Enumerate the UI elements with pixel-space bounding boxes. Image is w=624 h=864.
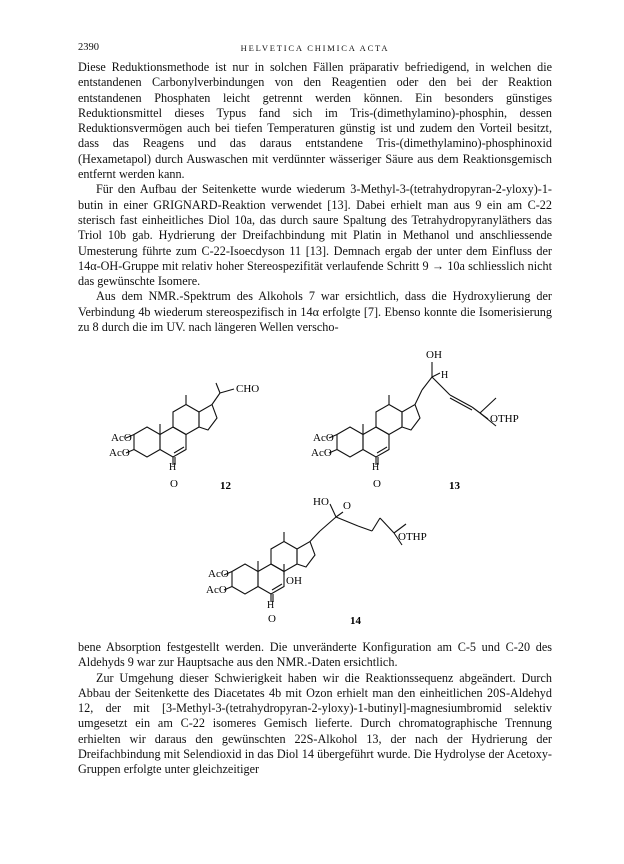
hydroxyl-label: HO: [313, 496, 329, 508]
text-block-bottom: [78, 640, 552, 778]
acetoxy-label: AcO: [206, 584, 227, 596]
h-label: H: [169, 462, 177, 473]
ketone-o-label: O: [373, 478, 381, 490]
acetoxy-label: AcO: [208, 568, 229, 580]
compound-number: 13: [449, 480, 460, 492]
page-number: 2390: [78, 42, 99, 53]
paragraph: Für den Aufbau der Seitenkette wurde wiederum 3-Methyl-3-(tetrahydropyran-2-yloxy)-1-butin in einer GRIGNARD-Reaktion verwendet [13]. Dabei erhielt man aus 9 ein am C-22 sterisch fast einheitliches Diol 10a, das durch saure Spaltung des Tetrahydropyranyläthers das Triol 10b gab. Hydrierung der Dreifachbindung mit Platin in Methanol und anschliessende Umesterung führte zum C-22-Isoecdyson 11 [13]. Demnach ergab der unter dem Einfluss der 14α-OH-Gruppe mit relativ hoher Stereospezifität verlaufende Schritt 9 → 10a schliesslich nicht das gewünschte Isomere.: [78, 182, 552, 289]
structure-14: [206, 496, 427, 627]
acetoxy-label: AcO: [311, 447, 332, 459]
acetoxy-label: AcO: [109, 447, 130, 459]
ketone-o-label: O: [268, 613, 276, 625]
compound-number: 14: [350, 615, 361, 627]
h-label: H: [372, 462, 380, 473]
acetoxy-label: AcO: [313, 432, 334, 444]
hydroxyl-label: OH: [426, 349, 442, 361]
structure-12: [109, 383, 259, 492]
oxygen-label: O: [343, 500, 351, 512]
paragraph: Aus dem NMR.-Spektrum des Alkohols 7 war ersichtlich, dass die Hydroxylierung der Verbindung 4b wiederum stereospezifisch in 14α erfolgte [7]. Ebenso konnte die Isomerisierung zu 8 durch die im UV. nach längeren Wellen verscho-: [78, 289, 552, 335]
aldehyde-label: CHO: [236, 383, 260, 395]
paragraph: bene Absorption festgestellt werden. Die unveränderte Konfiguration am C-5 und C-20 des Aldehyds 9 war zur Hauptsache aus den NMR.-Daten ersichtlich.: [78, 640, 552, 670]
hydroxyl-label: OH: [286, 575, 302, 587]
acetoxy-label: AcO: [111, 432, 132, 444]
paragraph: Diese Reduktionsmethode ist nur in solchen Fällen präparativ befriedigend, in welchen die entstandenen Carbonylverbindungen von den Reagentien oder den bei der Reaktion entstandenen Phosphaten leicht getrennt werden können. Ein besonders günstiges Reduktionsmittel dieses Typus fand sich im Tris-(dimethylamino)-phosphin, dessen Reduktionsvermögen auch bei tiefen Temperaturen günstig ist und zudem den Vorteil besitzt, dass das Reagens und das daraus entstandene Tris-(dimethylamino)-phosphinoxid (Hexametapol) durch Auswaschen mit verdünnter wässeriger Säure aus dem Reaktionsgemisch entfernt werden kann.: [78, 60, 552, 182]
journal-title: HELVETICA CHIMICA ACTA: [240, 43, 390, 53]
paragraph: Zur Umgehung dieser Schwierigkeit haben wir die Reaktionssequenz abgeändert. Durch Abbau der Seitenkette des Diacetates 4b mit Ozon erhielt man den einheitlichen 20S-Aldehyd 12, der mit [3-Methyl-3-(tetrahydropyran-2-yloxy)-1-butinyl]-magnesiumbromid selektiv umgesetzt ein am C-22 isomeres Gemisch lieferte. Durch chromatographische Trennung erhielten wir daraus den gewünschten 22S-Alkohol 13, der nach der Hydrierung der Dreifachbindung mit Selendioxid in das Diol 14 übergeführt wurde. Die Hydrolyse der Acetoxy-Gruppen erfolgte unter gleichzeitiger: [78, 670, 552, 777]
h-label: H: [267, 600, 275, 611]
structure-13: [311, 349, 519, 492]
thp-label: OTHP: [490, 413, 519, 425]
compound-number: 12: [220, 480, 231, 492]
ketone-o-label: O: [170, 478, 178, 490]
h-label: H: [441, 370, 449, 381]
thp-label: OTHP: [398, 531, 427, 543]
